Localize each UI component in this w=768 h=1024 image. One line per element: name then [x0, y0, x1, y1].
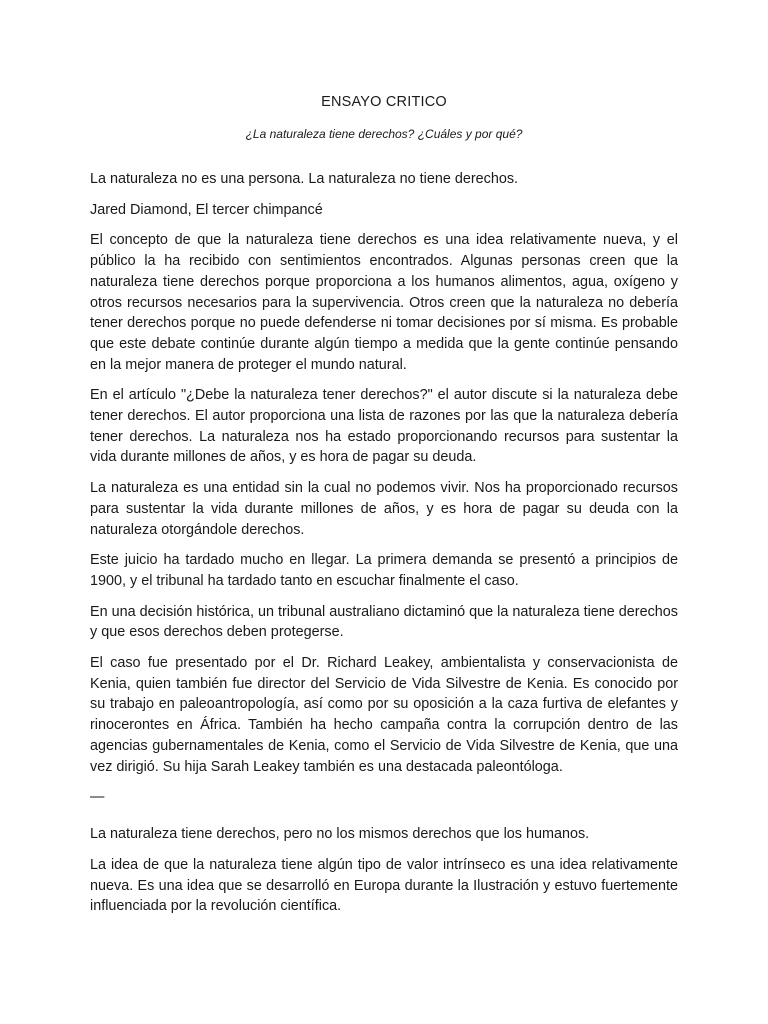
body-paragraph: La naturaleza es una entidad sin la cual no podemos vivir. Nos ha proporcionado recursos para sustentar la vida durante millones de años, y es hora de pagar su deuda con la naturaleza otorgándole derechos.: [90, 480, 678, 538]
document-subtitle: ¿La naturaleza tiene derechos? ¿Cuáles y por qué?: [245, 127, 523, 141]
section-separator: —: [90, 789, 105, 806]
document-title: ENSAYO CRITICO: [321, 94, 447, 110]
body-paragraph: La idea de que la naturaleza tiene algún tipo de valor intrínseco es una idea relativamente nueva. Es una idea que se desarrolló en Europa durante la Ilustración y estuvo fuertemente influenciada por la revolución científica.: [90, 856, 678, 915]
body-paragraph: La naturaleza tiene derechos, pero no los mismos derechos que los humanos.: [90, 826, 590, 843]
body-paragraph: En el artículo "¿Debe la naturaleza tener derechos?" el autor discute si la naturaleza debe tener derechos. El autor proporciona una lista de razones por las que la naturaleza debería tener derechos. La naturaleza nos ha estado proporcionando recursos para sustentar la vida durante millones de años, y es hora de pagar su deuda.: [90, 387, 678, 466]
quote-attribution: Jared Diamond, El tercer chimpancé: [90, 201, 323, 218]
body-paragraph: El caso fue presentado por el Dr. Richard Leakey, ambientalista y conservacionista de Kenia, quien también fue director del Servicio de Vida Silvestre de Kenia. Es conocido por su trabajo en paleoantropología, así como por su oposición a la caza furtiva de elefantes y rinocerontes en África. También ha hecho campaña contra la corrupción dentro de las agencias gubernamentales de Kenia, como el Servicio de Vida Silvestre de Kenia, que una vez dirigió. Su hija Sarah Leakey también es una destacada paleontóloga.: [90, 655, 678, 775]
body-paragraph: Este juicio ha tardado mucho en llegar. La primera demanda se presentó a principios de 1900, y el tribunal ha tardado tanto en escuchar finalmente el caso.: [90, 552, 678, 589]
quote-paragraph: La naturaleza no es una persona. La naturaleza no tiene derechos.: [90, 171, 519, 187]
body-paragraph: En una decisión histórica, un tribunal australiano dictaminó que la naturaleza tiene derechos y que esos derechos deben protegerse.: [90, 603, 678, 641]
document-body: [90, 92, 678, 927]
body-paragraph: El concepto de que la naturaleza tiene derechos es una idea relativamente nueva, y el público la ha recibido con sentimientos encontrados. Algunas personas creen que la naturaleza tiene derechos porque proporciona a los humanos alimentos, agua, oxígeno y otros recursos necesarios para la supervivencia. Otros creen que la naturaleza no debería tener derechos porque no puede defenderse ni tomar decisiones por sí misma. Es probable que este debate continúe durante algún tiempo a medida que la gente continúe pensando en la mejor manera de proteger el mundo natural.: [90, 232, 678, 373]
